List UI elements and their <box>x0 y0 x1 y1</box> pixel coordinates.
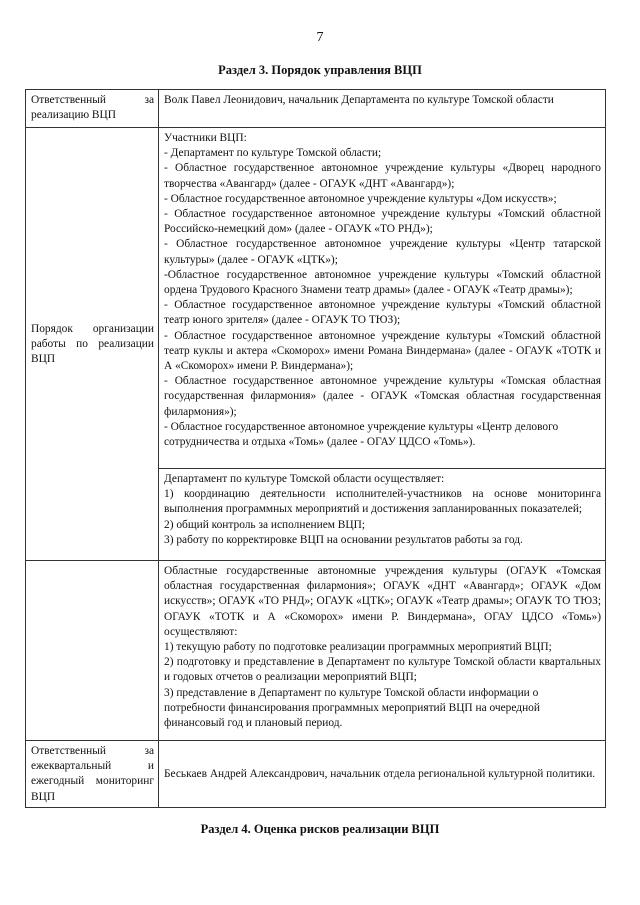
list-item: - Областное государственное автономное учреждение культуры «Центр делового сотрудничества и отдыха «Томь» (далее - ОГАУ ЦДСО «Томь»). <box>164 420 559 449</box>
institutions-duties-cell <box>159 561 606 741</box>
list-item: - Областное государственное автономное учреждение культуры «Дворец народного творчества «Авангард» (далее - ОГАУК «ДНТ «Авангард»); <box>164 162 601 190</box>
list-item: - Областное государственное автономное учреждение культуры «Томская областная государственная филармония» (далее - ОГАУК «Томская областная государственная филармония»); <box>164 375 601 418</box>
management-table <box>25 89 606 808</box>
list-item: - Областное государственное автономное учреждение культуры «Томский областной театр юного зрителя» (далее - ОГАУК ТО ТЮЗ); <box>164 299 601 327</box>
table-row <box>26 561 606 741</box>
list-item: 1) текущую работу по подготовке реализации программных мероприятий ВЦП; <box>164 641 552 654</box>
monitoring-label: Ответственный за ежеквартальный и ежегодный мониторинг ВЦП <box>26 741 159 808</box>
page-number: 7 <box>316 30 324 45</box>
list-item: 2) общий контроль за исполнением ВЦП; <box>164 518 366 531</box>
institutions-duties-heading: Областные государственные автономные учреждения культуры (ОГАУК «Томская областная государственная филармония»; ОГАУК «ДНТ «Авангард»; ОГАУК «Дом искусств»; ОГАУК «ТО РНД»; ОГАУК «ЦТК»; ОГАУК «Театр драмы»; ОГАУК ТО ТЮЗ; ОГАУК «ТОТК и А «Скоморох» имени Р. Виндермана», ОГАУ ЦДСО «Томь») осуществляют: <box>164 565 601 638</box>
participants-cell <box>159 128 606 469</box>
list-item: - Областное государственное автономное учреждение культуры «Дом искусств»; <box>164 192 557 205</box>
organization-label: Порядок организации работы по реализации ВЦП <box>26 128 159 561</box>
monitoring-value: Беськаев Андрей Александрович, начальник отдела региональной культурной политики. <box>159 741 606 808</box>
list-item: 1) координацию деятельности исполнителей-участников на основе мониторинга выполнения программных мероприятий и достижения запланированных показателей; <box>164 488 601 516</box>
table-row <box>26 128 606 469</box>
list-item: 2) подготовку и представление в Департамент по культуре Томской области квартальных и годовых отчетов о реализации мероприятий ВЦП; <box>164 656 601 684</box>
table-row <box>26 741 606 808</box>
section-3-title: Раздел 3. Порядок управления ВЦП <box>218 63 422 77</box>
responsible-value: Волк Павел Леонидович, начальник Департамента по культуре Томской области <box>159 90 606 128</box>
department-duties-cell <box>159 469 606 561</box>
list-item: - Областное государственное автономное учреждение культуры «Томский областной Российско-немецкий дом» (далее - ОГАУК «ТО РНД»); <box>164 208 601 236</box>
list-item: 3) работу по корректировке ВЦП на основании результатов работы за год. <box>164 533 523 546</box>
responsible-label: Ответственный за реализацию ВЦП <box>26 90 159 128</box>
empty-label-cell <box>26 561 159 741</box>
list-item: -Областное государственное автономное учреждение культуры «Томский областной ордена Трудового Красного Знамени театр драмы» (далее - ОГАУК «Театр драмы»); <box>164 268 601 297</box>
list-item: - Областное государственное автономное учреждение культуры «Томский областной театр куклы и актера «Скоморох» имени Романа Виндермана» (далее - ОГАУК «ТОТК и А «Скоморох» имени Р. Виндермана»); <box>164 329 601 373</box>
list-item: - Департамент по культуре Томской области; <box>164 147 382 160</box>
department-duties-heading: Департамент по культуре Томской области осуществляет: <box>164 473 445 485</box>
list-item: - Областное государственное автономное учреждение культуры «Центр татарской культуры» (далее - ОГАУК «ЦТК»); <box>164 238 601 266</box>
list-item: 3) представление в Департамент по культуре Томской области информации о потребности финансирования программных мероприятий ВЦП на очередной финансовый год и плановый период. <box>164 686 540 730</box>
participants-heading: Участники ВЦП: <box>164 132 247 144</box>
section-4-title: Раздел 4. Оценка рисков реализации ВЦП <box>200 822 440 836</box>
table-row <box>26 90 606 128</box>
